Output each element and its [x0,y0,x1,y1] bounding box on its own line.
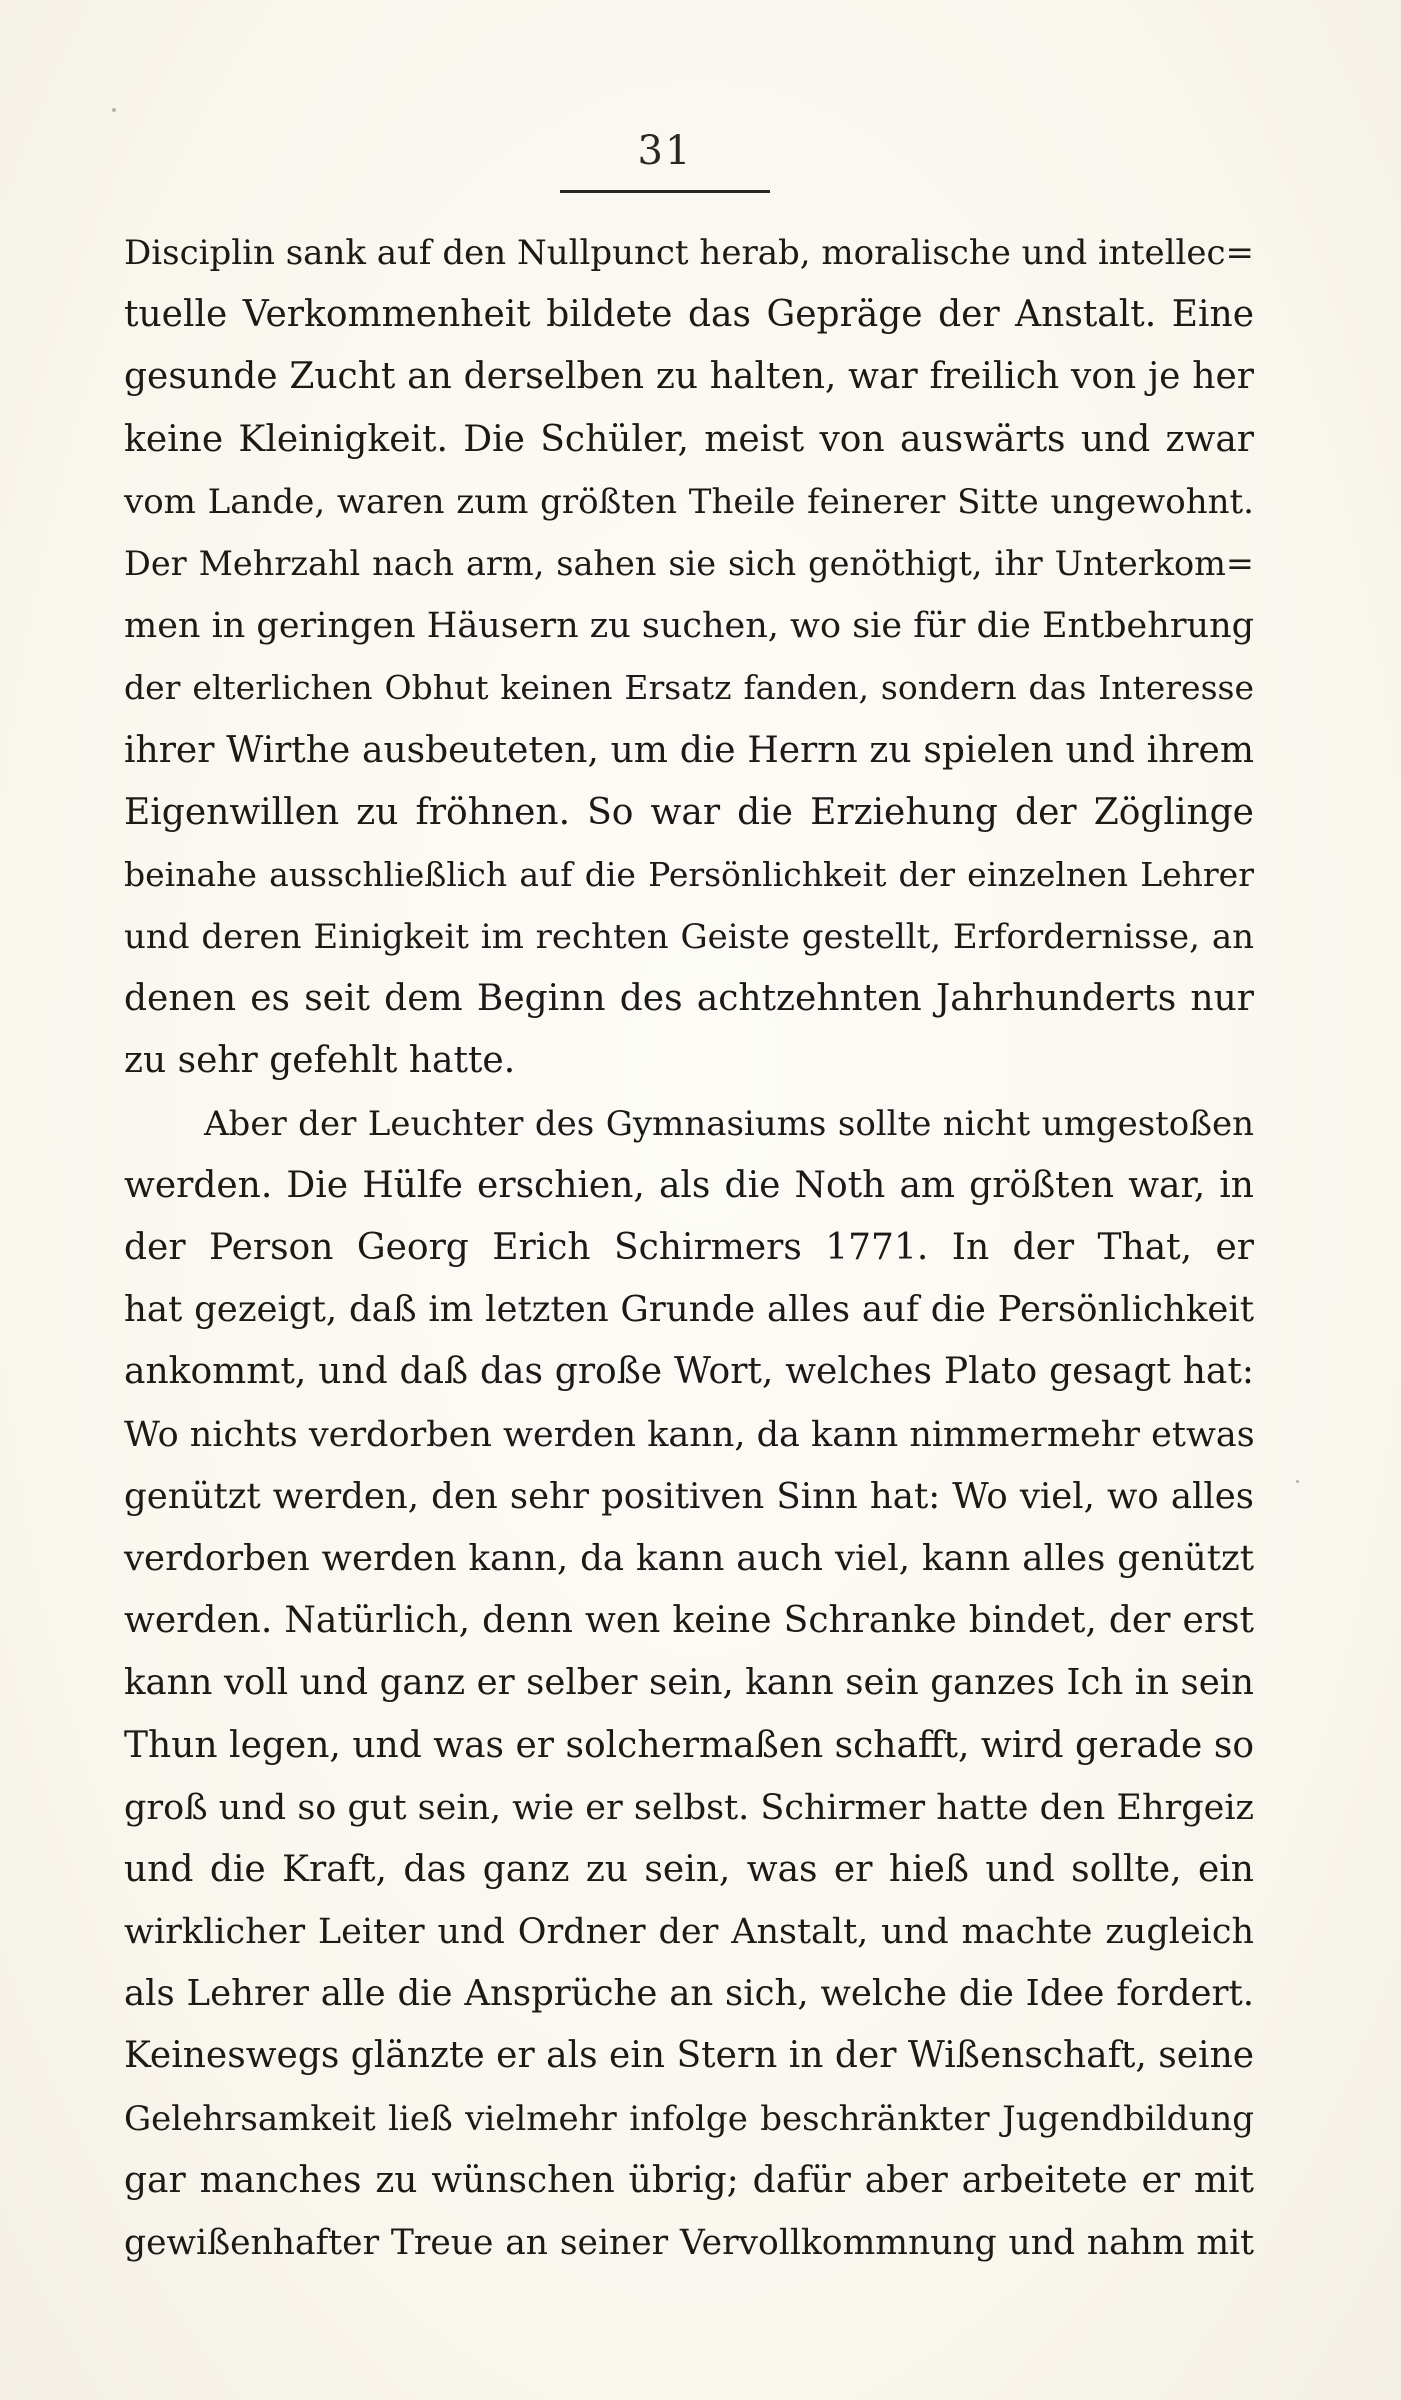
text-line: ankommt, und daß das große Wort, welches Plato gesagt hat: [124,1351,1254,1393]
paragraph [124,222,1254,1093]
text-line: denen es seit dem Beginn des achtzehnten Jahrhunderts nur [124,978,1254,1020]
text-line: der elterlichen Obhut keinen Ersatz fanden, sondern das Interesse [124,668,1254,708]
text-line: tuelle Verkommenheit bildete das Gepräge der Anstalt. Eine [124,294,1254,336]
page-header [560,128,770,174]
text-line: verdorben werden kann, da kann auch viel, kann alles genützt [124,1537,1254,1579]
text-line: Der Mehrzahl nach arm, sahen sie sich genöthigt, ihr Unterkom= [124,543,1254,583]
text-line: gesunde Zucht an derselben zu halten, war freilich von je her [124,356,1254,398]
page-number: 31 [637,128,693,174]
text-line: Eigenwillen zu fröhnen. So war die Erziehung der Zöglinge [124,791,1254,833]
text-line: Keineswegs glänzte er als ein Stern in der Wißenschaft, seine [124,2035,1255,2077]
text-line: als Lehrer alle die Ansprüche an sich, welche die Idee fordert. [124,1973,1254,2015]
text-line: werden. Die Hülfe erschien, als die Noth am größten war, in [124,1164,1254,1206]
header-rule [560,190,770,193]
text-line: kann voll und ganz er selber sein, kann sein ganzes Ich in sein [124,1662,1254,1704]
paragraph [124,1093,1254,2275]
text-line: ihrer Wirthe ausbeuteten, um die Herrn zu spielen und ihrem [124,729,1254,771]
text-line: hat gezeigt, daß im letzten Grunde alles auf die Persönlichkeit [124,1289,1254,1331]
text-line: gewißenhafter Treue an seiner Vervollkommnung und nahm mit [124,2223,1254,2263]
paper-speck [1296,1480,1299,1483]
text-line: zu sehr gefehlt hatte. [124,1040,516,1082]
body-text [124,222,1254,2274]
text-line: beinahe ausschließlich auf die Persönlichkeit der einzelnen Lehrer [124,854,1254,894]
paper-speck [112,108,116,112]
text-line: Disciplin sank auf den Nullpunct herab, moralische und intellec= [124,233,1254,273]
text-line: wirklicher Leiter und Ordner der Anstalt, und machte zugleich [124,1912,1254,1953]
text-line: werden. Natürlich, denn wen keine Schranke bindet, der erst [124,1600,1254,1642]
text-line: Gelehrsamkeit ließ vielmehr infolge beschränkter Jugendbildung [124,2098,1254,2139]
text-line: und die Kraft, das ganz zu sein, was er hieß und sollte, ein [124,1848,1254,1890]
text-line: vom Lande, waren zum größten Theile feinerer Sitte ungewohnt. [124,481,1254,522]
text-line: Aber der Leuchter des Gymnasiums sollte nicht umgestoßen [204,1103,1254,1144]
text-line: Thun legen, und was er solchermaßen schafft, wird gerade so [124,1724,1254,1766]
text-line: keine Kleinigkeit. Die Schüler, meist von auswärts und zwar [124,418,1254,460]
text-line: groß und so gut sein, wie er selbst. Schirmer hatte den Ehrgeiz [124,1787,1254,1828]
text-line: und deren Einigkeit im rechten Geiste gestellt, Erfordernisse, an [124,917,1254,958]
text-line: genützt werden, den sehr positiven Sinn hat: Wo viel, wo alles [124,1475,1254,1517]
text-line: der Person Georg Erich Schirmers 1771. In der That, er [124,1227,1254,1268]
text-line: Wo nichts verdorben werden kann, da kann nimmermehr etwas [124,1414,1255,1455]
text-line: men in geringen Häusern zu suchen, wo sie für die Entbehrung [124,606,1255,647]
text-line: gar manches zu wünschen übrig; dafür aber arbeitete er mit [124,2159,1254,2201]
